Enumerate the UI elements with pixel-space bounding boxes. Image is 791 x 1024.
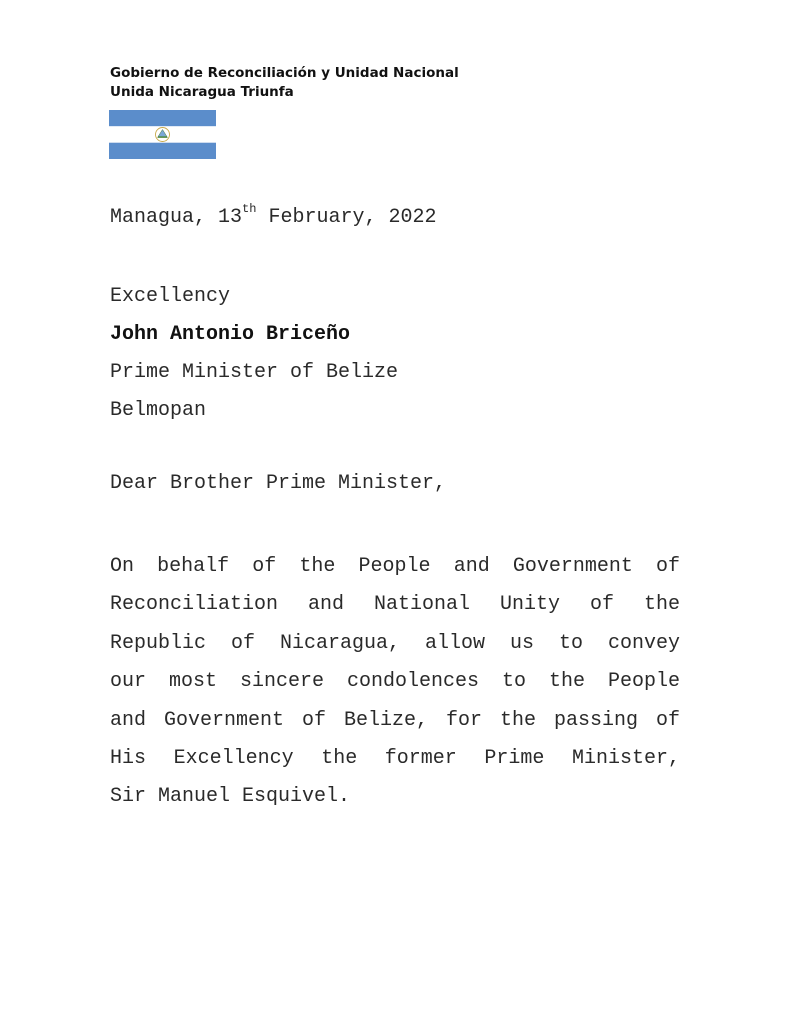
body-line: Sir Manuel Esquivel. bbox=[110, 785, 351, 809]
recipient-address bbox=[110, 278, 398, 430]
recipient-city: Belmopan bbox=[110, 399, 207, 422]
body-line: His Excellency the former Prime Minister, bbox=[110, 746, 680, 770]
greeting: Dear Brother Prime Minister, bbox=[110, 472, 447, 495]
date-suffix: February, 2022 bbox=[256, 206, 437, 229]
body-line: On behalf of the People and Government of bbox=[110, 555, 680, 578]
body-line: Republic of Nicaragua, allow us to convey bbox=[110, 631, 680, 655]
letter-body bbox=[110, 548, 680, 817]
recipient-name: John Antonio Briceño bbox=[110, 323, 351, 346]
recipient-title: Excellency bbox=[110, 285, 231, 308]
letterhead bbox=[110, 64, 459, 102]
body-line: Reconciliation and National Unity of the bbox=[110, 593, 680, 617]
recipient-position: Prime Minister of Belize bbox=[110, 361, 399, 384]
nicaragua-flag-icon bbox=[109, 110, 216, 159]
letterhead-slogan: Unida Nicaragua Triunfa bbox=[110, 84, 294, 100]
body-line: and Government of Belize, for the passing of bbox=[110, 708, 680, 732]
letterhead-government-name: Gobierno de Reconciliación y Unidad Nacional bbox=[110, 65, 459, 81]
date-prefix: Managua, 13 bbox=[110, 206, 243, 229]
body-line: our most sincere condolences to the People bbox=[110, 670, 680, 694]
letter-date bbox=[110, 202, 437, 229]
date-ordinal: th bbox=[242, 202, 257, 216]
